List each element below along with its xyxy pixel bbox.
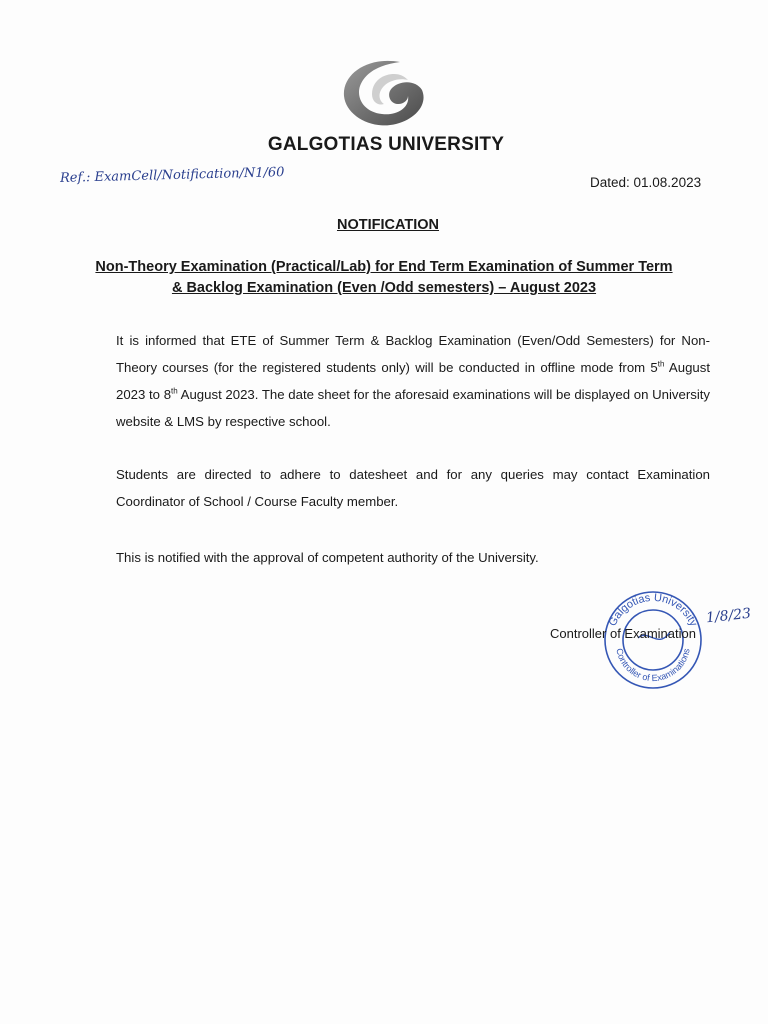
signature-handwritten-date: 1/8/23 [705, 605, 752, 627]
subject-line-1: Non-Theory Examination (Practical/Lab) for End Term Examination of Summer Term [95, 259, 673, 275]
stamp-top-text: Galgotias University [606, 591, 700, 629]
notification-subject [60, 257, 708, 299]
galgotias-logo-icon [338, 56, 434, 128]
para1-sup-1: th [657, 359, 665, 369]
para1-part-c: August 2023. The date sheet for the aforesaid examinations will be displayed on University website & LMS by respective school. [116, 387, 711, 429]
reference-number-handwritten: Ref.: ExamCell/Notification/N1/60 [59, 165, 285, 186]
subject-line-2: & Backlog Examination (Even /Odd semesters) – August 2023 [171, 280, 597, 296]
para1-part-a: It is informed that ETE of Summer Term & Backlog Examination (Even/Odd Semesters) for Non-Theory courses (for the registered students only) will be conducted in offline mode from 5 [116, 333, 710, 375]
dated-text: Dated: 01.08.2023 [590, 175, 702, 190]
stamp-bottom-text: Controller of Examinations [614, 647, 692, 684]
para1-part-b: August 2023 to 8 [116, 360, 710, 402]
paragraph-3: This is notified with the approval of competent authority of the University. [116, 550, 539, 565]
paragraph-2: Students are directed to adhere to datesheet and for any queries may contact Examination Coordinator of School / Course Faculty member. [116, 467, 710, 509]
para1-sup-2: th [171, 386, 178, 396]
university-name: GALGOTIAS UNIVERSITY [267, 134, 505, 155]
paragraph-1 [116, 327, 710, 435]
notification-heading: NOTIFICATION [336, 217, 440, 233]
signature-title: Controller of Examination [550, 626, 696, 641]
